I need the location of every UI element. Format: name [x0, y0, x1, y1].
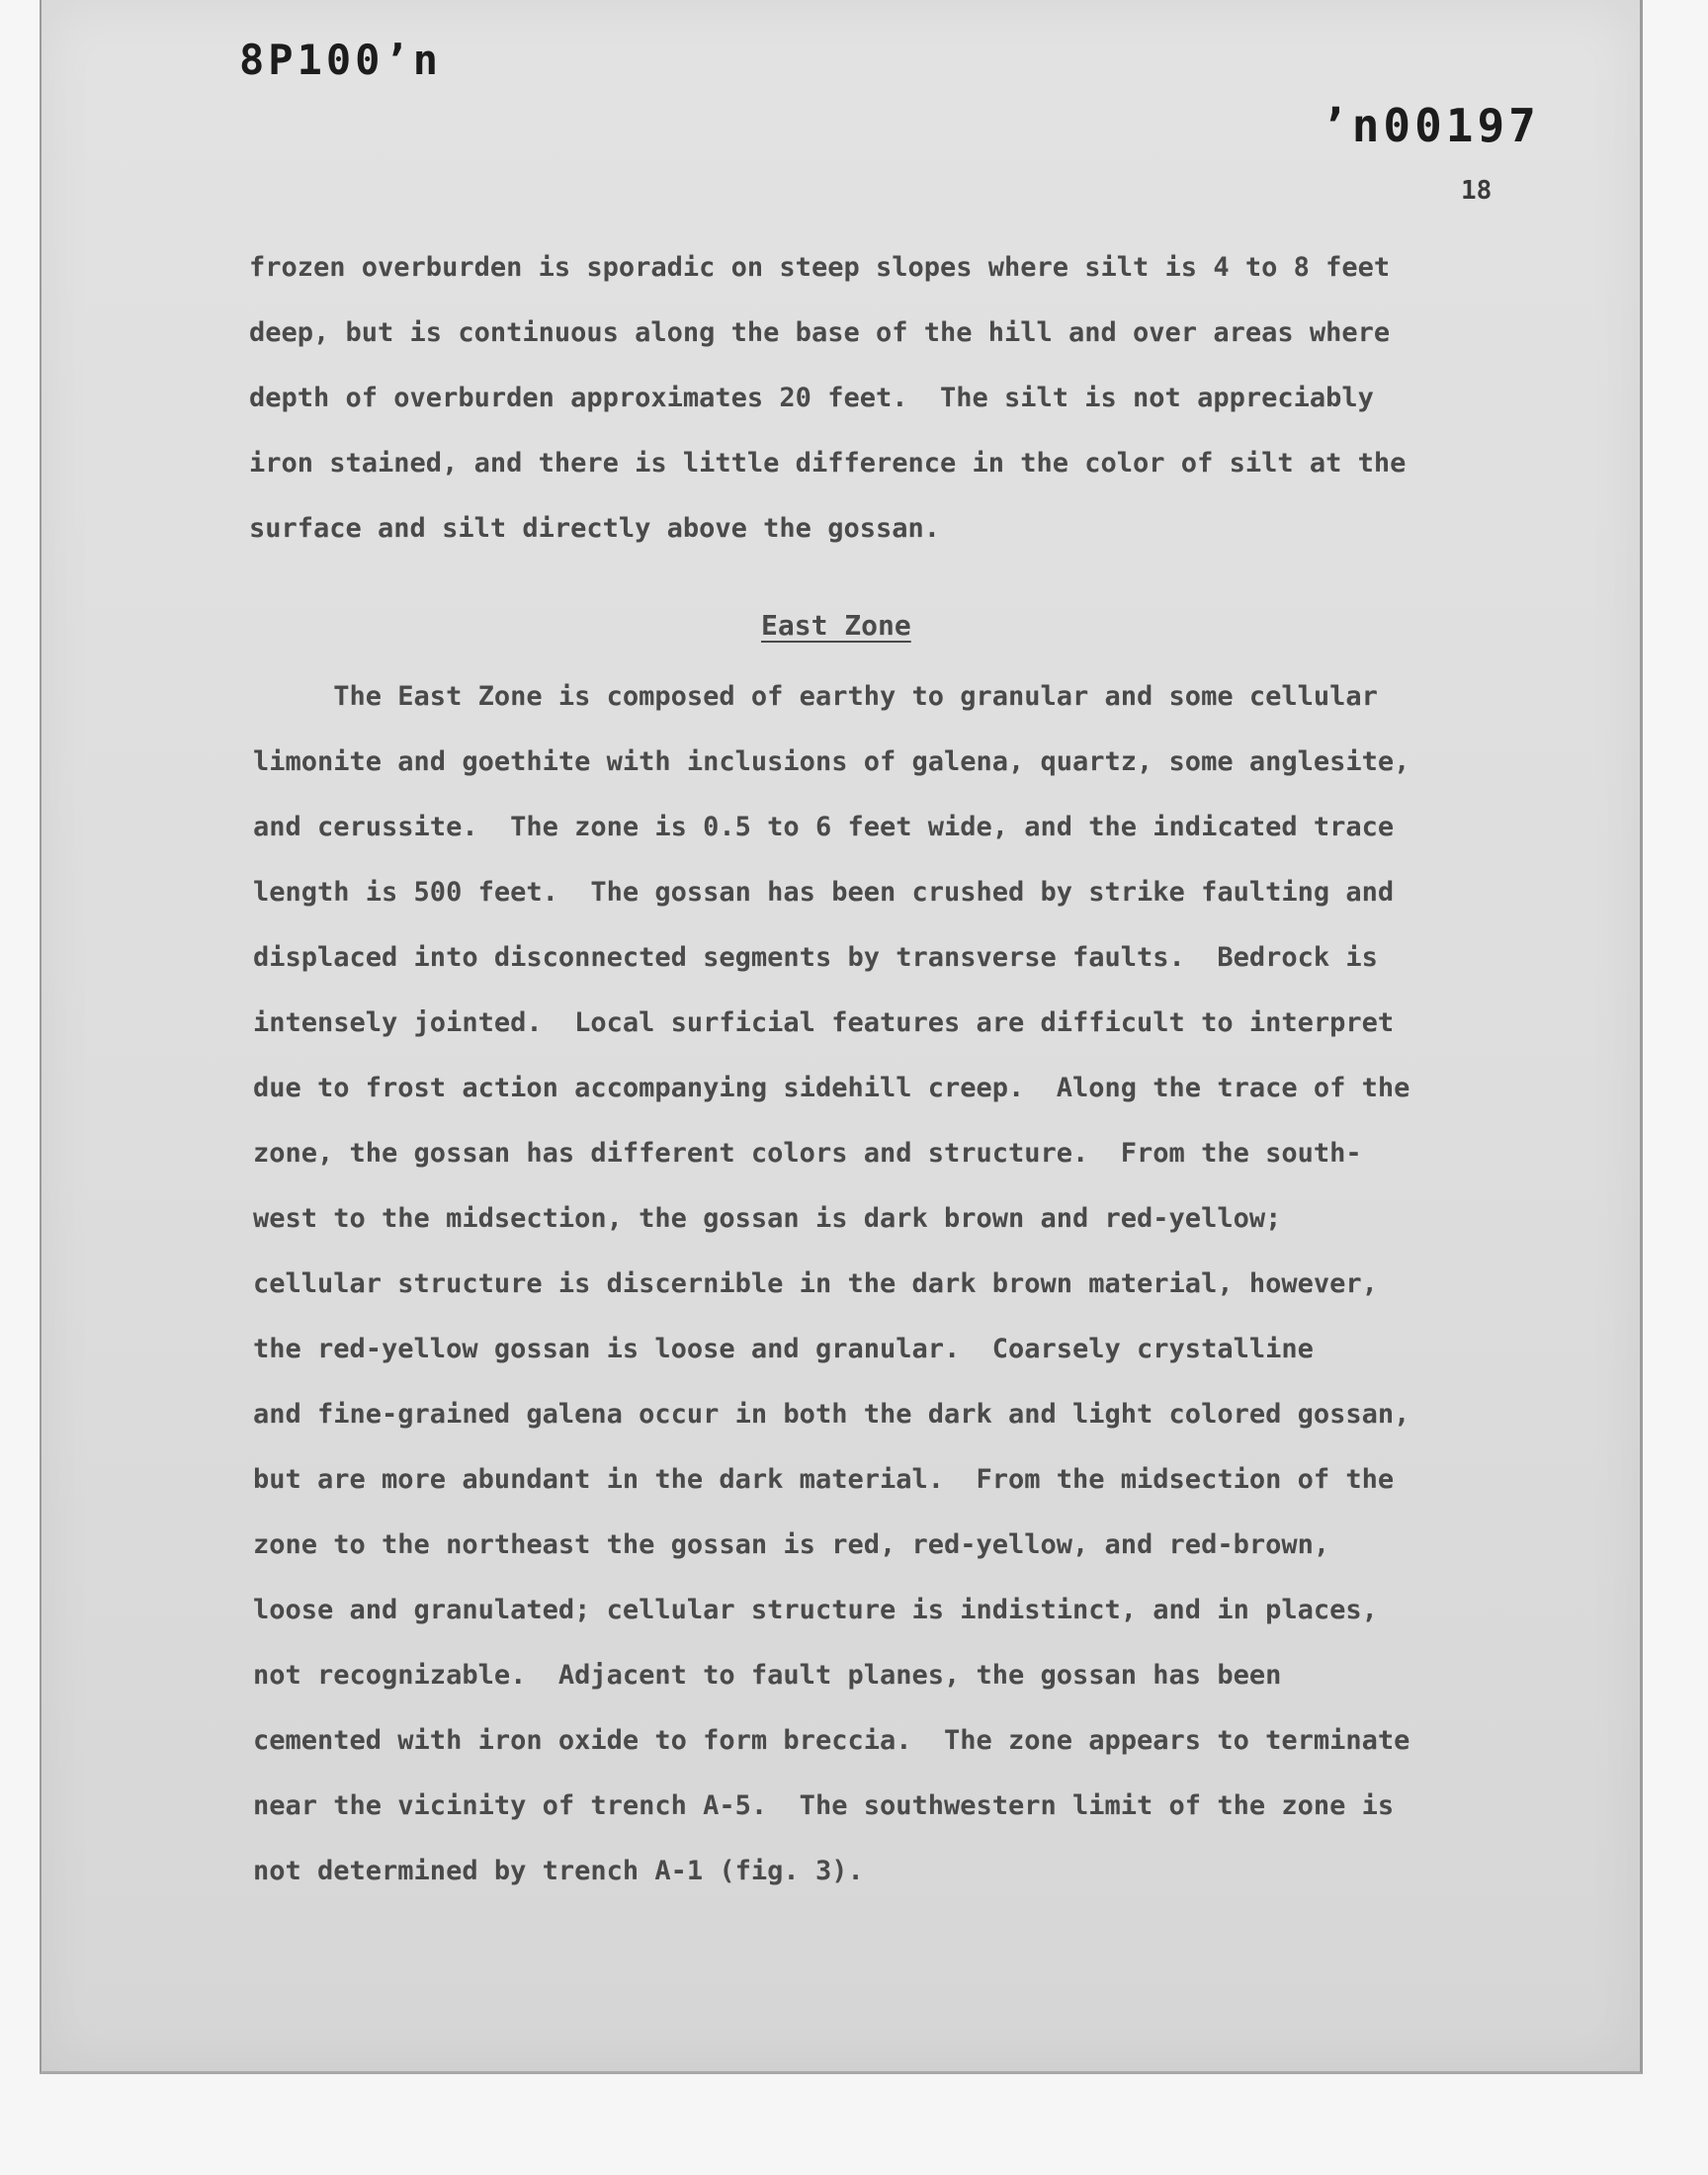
intro-line: frozen overburden is sporadic on steep slopes where silt is 4 to 8 feet — [249, 252, 1391, 283]
page-number: 18 — [1461, 176, 1493, 206]
body-line: not recognizable. Adjacent to fault planes, the gossan has been — [253, 1660, 1282, 1691]
intro-paragraph — [249, 235, 1465, 562]
intro-line: iron stained, and there is little difference in the color of silt at the — [249, 448, 1407, 478]
body-line: intensely jointed. Local surficial features are difficult to interpret — [253, 1007, 1395, 1038]
intro-line: deep, but is continuous along the base of the hill and over areas where — [249, 317, 1391, 348]
body-line: but are more abundant in the dark material. From the midsection of the — [253, 1464, 1395, 1495]
intro-line: surface and silt directly above the gossan. — [249, 513, 940, 544]
body-line: not determined by trench A-1 (fig. 3). — [253, 1856, 864, 1886]
body-line: and cerussite. The zone is 0.5 to 6 feet wide, and the indicated trace — [253, 812, 1395, 842]
east-zone-paragraph — [253, 664, 1469, 1904]
body-line: and fine-grained galena occur in both the dark and light colored gossan, — [253, 1399, 1410, 1430]
body-line: zone to the northeast the gossan is red, red-yellow, and red-brown, — [253, 1529, 1330, 1560]
body-line: the red-yellow gossan is loose and granular. Coarsely crystalline — [253, 1334, 1314, 1364]
section-heading: East Zone — [761, 609, 911, 642]
body-line: cemented with iron oxide to form breccia. The zone appears to terminate — [253, 1725, 1410, 1756]
body-line: zone, the gossan has different colors and structure. From the south- — [253, 1138, 1362, 1169]
document-stamp-top-left: 8P100ʼn — [239, 36, 443, 84]
body-line: The East Zone is composed of earthy to granular and some cellular — [253, 681, 1378, 712]
body-line: near the vicinity of trench A-5. The southwestern limit of the zone is — [253, 1790, 1395, 1821]
body-line: cellular structure is discernible in the dark brown material, however, — [253, 1268, 1378, 1299]
body-line: due to frost action accompanying sidehill creep. Along the trace of the — [253, 1073, 1410, 1103]
body-line: west to the midsection, the gossan is dark brown and red-yellow; — [253, 1203, 1282, 1234]
body-line: limonite and goethite with inclusions of galena, quartz, some anglesite, — [253, 746, 1410, 777]
intro-line: depth of overburden approximates 20 feet. The silt is not appreciably — [249, 383, 1374, 413]
body-line: loose and granulated; cellular structure is indistinct, and in places, — [253, 1595, 1378, 1625]
body-line: displaced into disconnected segments by transverse faults. Bedrock is — [253, 942, 1378, 973]
document-stamp-top-right: ʼn00197 — [1321, 99, 1540, 152]
body-line: length is 500 feet. The gossan has been crushed by strike faulting and — [253, 877, 1395, 908]
